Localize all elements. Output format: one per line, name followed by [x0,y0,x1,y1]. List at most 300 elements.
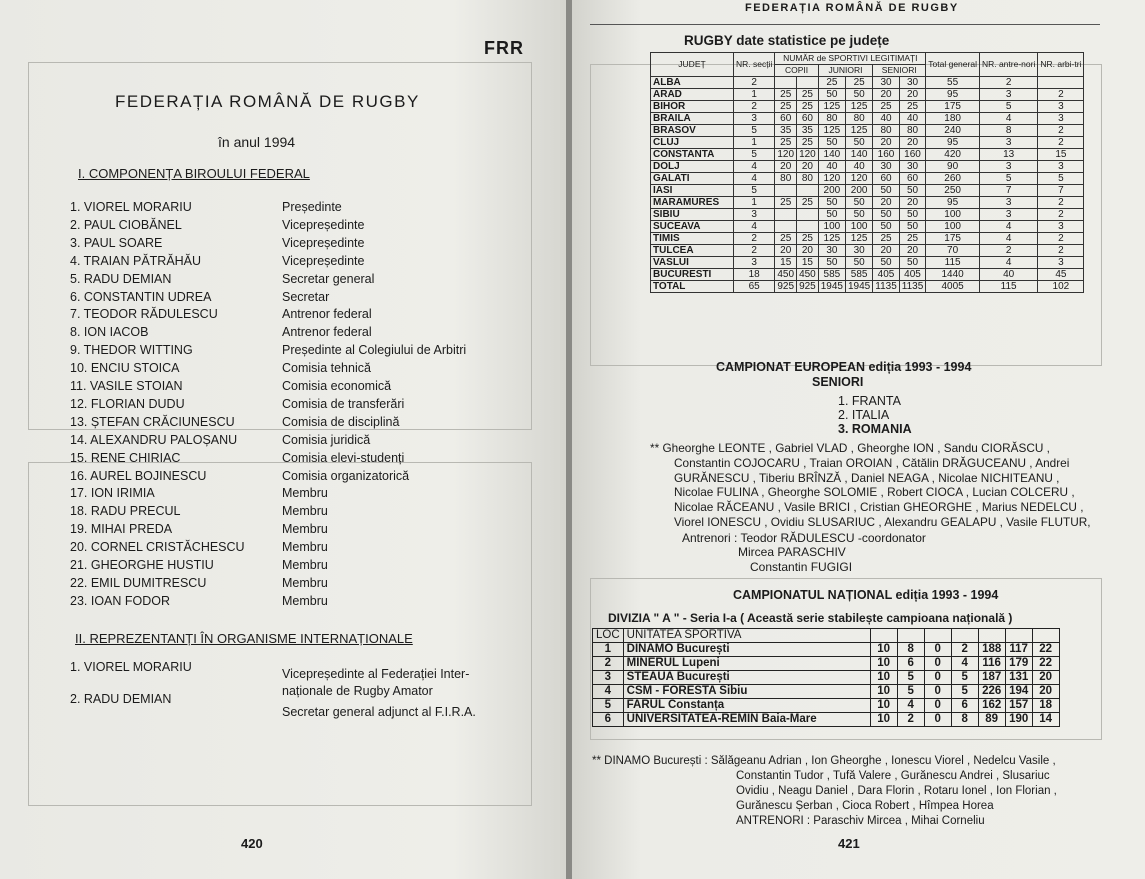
score-cell: 131 [1005,671,1032,685]
member-row [70,486,328,501]
stat-cell: 7 [979,185,1037,197]
score-cell: 18 [1032,699,1059,713]
stat-cell: 120 [818,173,845,185]
stat-cell: 405 [899,269,926,281]
team-cell: FARUL Constanța [623,699,870,713]
member-role: Membru [282,504,328,519]
ce-players [650,441,1091,530]
stat-cell: 140 [818,149,845,161]
county-cell: BUCURESTI [651,269,734,281]
county-cell: ARAD [651,89,734,101]
score-cell: 2 [897,713,924,727]
member-role: Membru [282,522,328,537]
stat-cell: 20 [775,161,797,173]
ce-title: CAMPIONAT EUROPEAN ediția 1993 - 1994 [716,360,972,374]
stat-cell: 25 [775,233,797,245]
member-name: 16. AUREL BOJINESCU [70,468,207,483]
stat-cell: 125 [846,125,873,137]
stats-row [651,221,1084,233]
standings-row [593,643,1060,657]
member-row [70,575,328,590]
stats-row [651,197,1084,209]
standings-row [593,657,1060,671]
stat-cell: 25 [818,77,845,89]
member-name: 19. MIHAI PREDA [70,522,173,537]
member-name: 5. RADU DEMIAN [70,271,172,286]
stat-cell: 80 [775,173,797,185]
stat-cell: 40 [979,269,1037,281]
stat-cell: 3 [734,209,775,221]
stat-cell: 100 [926,221,980,233]
rep-name: 2. RADU DEMIAN [70,692,172,706]
stat-cell: 1945 [846,281,873,293]
member-row [70,253,365,268]
team-cell: DINAMO București [623,643,870,657]
stat-cell: 2 [1038,245,1084,257]
score-cell: 5 [951,671,978,685]
score-cell: 226 [978,685,1005,699]
stat-cell: 80 [899,125,926,137]
stat-cell: 50 [846,137,873,149]
stat-cell: 5 [979,173,1037,185]
county-cell: TOTAL [651,281,734,293]
page-title: FEDERAȚIA ROMÂNĂ DE RUGBY [115,92,420,111]
standings-row [593,699,1060,713]
stat-cell [797,185,819,197]
stat-cell: 25 [775,101,797,113]
score-cell: 2 [593,657,624,671]
stat-cell: 4 [979,233,1037,245]
stats-row [651,233,1084,245]
stat-cell: 1945 [818,281,845,293]
stat-cell: 4 [979,113,1037,125]
score-cell: 194 [1005,685,1032,699]
page-number-left: 420 [241,836,263,851]
stat-cell: 160 [873,149,900,161]
stats-row [651,185,1084,197]
member-row [70,379,392,393]
member-name: 15. RENE CHIRIAC [70,450,181,465]
stat-cell: 3 [979,161,1037,173]
stat-cell: 40 [873,113,900,125]
stat-cell: 50 [899,257,926,269]
stat-cell: 3 [1038,161,1084,173]
stat-cell: 25 [797,89,819,101]
score-cell: 187 [978,671,1005,685]
stat-cell: 4 [734,173,775,185]
member-row [70,540,328,555]
stat-cell: 95 [926,89,980,101]
score-cell: 0 [924,643,951,657]
col-total-general: Total general [926,53,980,77]
stat-cell: 25 [775,197,797,209]
stat-cell: 925 [797,281,819,293]
member-name: 13. ȘTEFAN CRĂCIUNESCU [70,414,235,429]
score-cell: 162 [978,699,1005,713]
rep-role: Secretar general adjunct al F.I.R.A. [282,705,476,719]
stat-cell: 1 [734,137,775,149]
coach-line: Constantin FUGIGI [750,560,853,574]
member-row [70,361,371,376]
stat-cell: 25 [873,101,900,113]
division-title: DIVIZIA " A " - Seria I-a ( Această serie stabilește campioana națională ) [608,611,1013,625]
col-judet: JUDEȚ [651,53,734,77]
stat-cell: 20 [899,245,926,257]
standings-row [593,671,1060,685]
county-cell: TIMIS [651,233,734,245]
stat-cell: 15 [797,257,819,269]
stat-cell: 120 [797,149,819,161]
score-cell: 10 [870,685,897,699]
stat-cell: 25 [797,137,819,149]
stats-row [651,209,1084,221]
score-cell: 0 [924,671,951,685]
score-cell: 1 [593,643,624,657]
stat-cell: 1 [734,89,775,101]
stat-cell: 175 [926,101,980,113]
member-name: 21. GHEORGHE HUSTIU [70,558,214,572]
stat-cell: 30 [873,161,900,173]
stat-cell: 25 [899,101,926,113]
player-line: Constantin COJOCARU , Traian OROIAN , Cătălin DRĂGUCEANU , Andrei [674,455,1070,470]
stat-cell: 20 [899,89,926,101]
member-name: 8. ION IACOB [70,325,149,340]
score-cell: 10 [870,657,897,671]
stat-cell: 15 [775,257,797,269]
stat-cell: 20 [775,245,797,257]
stat-cell: 925 [775,281,797,293]
stats-row [651,269,1084,281]
stat-cell: 50 [818,257,845,269]
score-cell: 4 [897,699,924,713]
rep-row [70,692,476,719]
stat-cell: 5 [734,185,775,197]
stat-cell: 60 [899,173,926,185]
stat-cell: 20 [797,161,819,173]
stat-cell: 2 [1038,233,1084,245]
stat-cell: 35 [797,125,819,137]
stat-cell: 3 [1038,221,1084,233]
stat-cell: 30 [818,245,845,257]
stat-cell: 4 [979,221,1037,233]
stat-cell [775,77,797,89]
member-name: 14. ALEXANDRU PALOȘANU [70,432,238,447]
stat-cell: 2 [979,245,1037,257]
stat-cell: 50 [818,137,845,149]
score-cell: 6 [593,713,624,727]
player-line: Viorel IONESCU , Ovidiu SLUSARIUC , Alexandru GEALAPU , Vasile FLUTUR, [674,514,1091,529]
stat-cell: 20 [797,245,819,257]
stats-row [651,89,1084,101]
stat-cell: 260 [926,173,980,185]
stat-cell: 25 [797,233,819,245]
score-cell: 2 [951,643,978,657]
stat-cell: 20 [899,197,926,209]
county-cell: SUCEAVA [651,221,734,233]
rep-name: 1. VIOREL MORARIU [70,660,192,674]
score-cell: 4 [951,657,978,671]
member-name: 7. TEODOR RĂDULESCU [70,307,218,322]
player-line: Nicolae FULINA , Gheorghe SOLOMIE , Robert CIOCA , Lucian COLCERU , [674,485,1075,500]
page-subtitle: în anul 1994 [218,134,296,150]
stats-row [651,137,1084,149]
stat-cell: 80 [797,173,819,185]
col-copii: COPII [775,65,818,77]
member-row [70,522,328,537]
stat-cell: 1 [734,197,775,209]
player-line: ** Gheorghe LEONTE , Gabriel VLAD , Gheorghe ION , Sandu CIORĂSCU , [650,441,1050,455]
col-seniori: SENIORI [873,65,926,77]
stat-cell: 50 [846,209,873,221]
stat-cell: 102 [1038,281,1084,293]
stat-cell: 115 [979,281,1037,293]
score-cell: 22 [1032,657,1059,671]
stat-cell: 50 [899,185,926,197]
member-name: 2. PAUL CIOBĂNEL [70,217,182,232]
score-cell: 5 [951,685,978,699]
stat-cell: 95 [926,137,980,149]
score-cell: 22 [1032,643,1059,657]
stat-cell: 50 [873,221,900,233]
stat-cell: 115 [926,257,980,269]
score-cell: 5 [897,671,924,685]
member-role: Comisia economică [282,379,392,393]
stat-cell: 25 [846,77,873,89]
score-cell: 116 [978,657,1005,671]
stat-cell: 3 [1038,257,1084,269]
stat-cell: 60 [775,113,797,125]
member-role: Vicepreședinte [282,217,365,232]
member-role: Comisia tehnică [282,361,371,376]
stat-cell: 3 [1038,113,1084,125]
stat-cell: 5 [734,149,775,161]
stats-row [651,125,1084,137]
stat-cell: 4 [734,221,775,233]
member-role: Secretar general [282,271,375,286]
stats-row [651,113,1084,125]
score-cell: 3 [593,671,624,685]
county-cell: IASI [651,185,734,197]
score-cell: 4 [593,685,624,699]
member-row [70,450,405,465]
score-cell: 179 [1005,657,1032,671]
score-cell: 117 [1005,643,1032,657]
county-cell: DOLJ [651,161,734,173]
score-cell: 188 [978,643,1005,657]
stat-cell: 18 [734,269,775,281]
score-cell: 157 [1005,699,1032,713]
stat-cell: 30 [899,161,926,173]
coach-line: Antrenori : Teodor RĂDULESCU -coordonator [682,531,926,545]
stat-cell: 3 [734,257,775,269]
stat-cell: 140 [846,149,873,161]
member-name: 11. VASILE STOIAN [70,379,183,393]
score-cell: 5 [897,685,924,699]
member-role: Președinte al Colegiului de Arbitri [282,343,467,358]
member-role: Comisia de disciplină [282,414,400,429]
stat-cell: 5 [979,101,1037,113]
member-role: Membru [282,540,328,555]
stat-cell: 125 [818,101,845,113]
ranking-3: 3. ROMANIA [838,422,912,436]
section-heading-1: I. COMPONENȚA BIROULUI FEDERAL [78,166,310,181]
stat-cell: 25 [775,89,797,101]
score-cell: 8 [897,643,924,657]
stat-cell: 405 [873,269,900,281]
score-cell: 20 [1032,671,1059,685]
stat-cell: 2 [734,77,775,89]
stat-cell: 4 [979,257,1037,269]
stat-cell: 45 [1038,269,1084,281]
stat-cell: 50 [899,209,926,221]
col-nr-sectii: NR. secții [734,53,775,77]
score-cell: 10 [870,643,897,657]
stat-cell: 125 [846,101,873,113]
stat-cell: 100 [818,221,845,233]
stat-cell: 30 [899,77,926,89]
stat-cell: 2 [979,77,1037,89]
stat-cell: 20 [873,137,900,149]
score-cell: 190 [1005,713,1032,727]
score-cell: 14 [1032,713,1059,727]
rep-row [70,660,470,698]
stat-cell: 200 [846,185,873,197]
member-role: Membru [282,593,328,608]
stat-cell: 125 [846,233,873,245]
member-role: Președinte [282,200,342,214]
stat-cell: 200 [818,185,845,197]
stat-cell [797,221,819,233]
stat-cell: 1135 [899,281,926,293]
stat-cell: 50 [818,197,845,209]
score-cell: 10 [870,671,897,685]
stat-cell: 450 [797,269,819,281]
roster-line: Constantin Tudor , Tufă Valere , Gurănescu Andrei , Slusariuc [736,770,1050,782]
frr-header: FRR [484,38,524,58]
member-row [70,325,372,340]
member-name: 20. CORNEL CRISTĂCHESCU [70,540,245,555]
stat-cell: 420 [926,149,980,161]
ce-subtitle: SENIORI [812,375,864,389]
stat-cell: 70 [926,245,980,257]
stat-cell: 80 [818,113,845,125]
stat-cell: 65 [734,281,775,293]
member-role: Comisia de transferări [282,396,405,411]
score-cell: 10 [870,699,897,713]
stats-row [651,281,1084,293]
standings-row [593,685,1060,699]
stat-cell: 2 [1038,89,1084,101]
member-row [70,593,328,608]
county-cell: ALBA [651,77,734,89]
player-line: Nicolae RĂCEANU , Vasile BRICI , Cristian GHEORGHE , Marius NEDELCU , [674,500,1084,515]
county-cell: CONSTANTA [651,149,734,161]
roster-line: Ovidiu , Neagu Daniel , Dara Florin , Rotaru Ionel , Ion Florian , [736,785,1057,797]
stat-cell: 50 [899,221,926,233]
member-name: 12. FLORIAN DUDU [70,396,185,411]
stat-cell: 25 [775,137,797,149]
stats-row [651,173,1084,185]
stat-cell [775,185,797,197]
stat-cell: 25 [797,101,819,113]
member-role: Antrenor federal [282,325,372,340]
score-cell: 5 [593,699,624,713]
member-row [70,558,328,572]
col-loc: LOC [593,629,624,643]
score-cell: 8 [951,713,978,727]
stat-cell: 35 [775,125,797,137]
stat-cell: 585 [818,269,845,281]
stat-cell: 450 [775,269,797,281]
stat-cell: 30 [846,245,873,257]
county-cell: GALATI [651,173,734,185]
stat-cell [1038,77,1084,89]
stat-cell: 175 [926,233,980,245]
stat-cell: 40 [846,161,873,173]
stat-cell: 25 [797,197,819,209]
county-cell: MARAMURES [651,197,734,209]
stat-cell: 60 [873,173,900,185]
stat-cell: 2 [734,245,775,257]
stat-cell: 2 [1038,209,1084,221]
col-antrenori: NR. antre-nori [979,53,1037,77]
team-cell: STEAUA București [623,671,870,685]
county-cell: BIHOR [651,101,734,113]
stat-cell: 5 [734,125,775,137]
stat-cell: 20 [873,197,900,209]
stat-cell: 30 [873,77,900,89]
dinamo-roster [592,754,1057,829]
stat-cell: 55 [926,77,980,89]
stat-cell: 100 [926,209,980,221]
stats-title: RUGBY date statistice pe județe [684,33,890,48]
stat-cell: 3 [979,209,1037,221]
stat-cell: 125 [818,233,845,245]
stats-row [651,257,1084,269]
member-row [70,414,400,429]
score-cell: 10 [870,713,897,727]
team-cell: CSM - FORESTA Sibiu [623,685,870,699]
stat-cell: 2 [1038,125,1084,137]
stat-cell: 50 [846,197,873,209]
stat-cell: 50 [818,209,845,221]
stat-cell: 2 [1038,137,1084,149]
member-name: 18. RADU PRECUL [70,504,181,519]
stat-cell: 50 [873,185,900,197]
col-arbitri: NR. arbi-tri [1038,53,1084,77]
stat-cell: 120 [775,149,797,161]
member-name: 22. EMIL DUMITRESCU [70,575,207,590]
stat-cell: 8 [979,125,1037,137]
county-cell: SIBIU [651,209,734,221]
stat-cell [775,209,797,221]
stat-cell: 2 [734,101,775,113]
ranking-1: 1. FRANTA [838,394,901,408]
member-name: 9. THEDOR WITTING [70,343,193,358]
stat-cell [797,77,819,89]
stat-cell: 90 [926,161,980,173]
stat-cell: 250 [926,185,980,197]
member-name: 1. VIOREL MORARIU [70,200,192,214]
stat-cell [797,209,819,221]
member-row [70,396,405,411]
roster-line: ANTRENORI : Paraschiv Mircea , Mihai Corneliu [736,815,985,827]
member-role: Comisia organizatorică [282,468,410,483]
stat-cell: 3 [979,137,1037,149]
county-cell: CLUJ [651,137,734,149]
score-cell: 0 [924,685,951,699]
standings-row [593,713,1060,727]
